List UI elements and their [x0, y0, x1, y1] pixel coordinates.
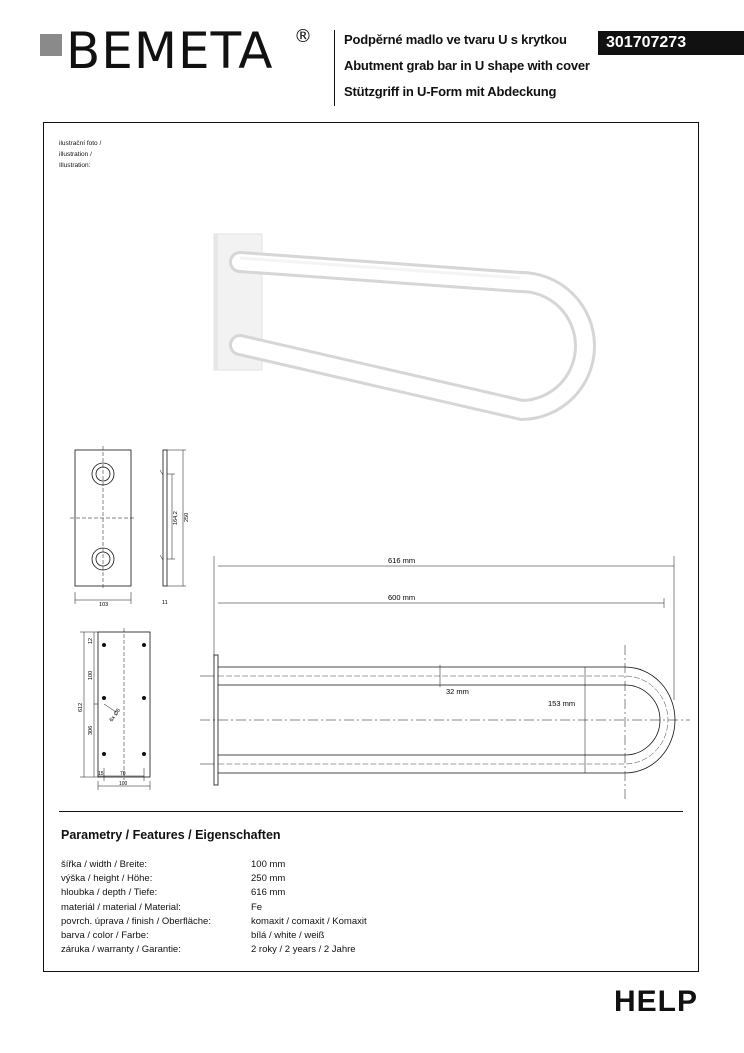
title-de: Stützgriff in U-Form mit Abdeckung	[344, 84, 557, 99]
bar-top-view	[200, 556, 690, 800]
product-photo	[214, 234, 585, 410]
caption-en: illustration /	[59, 151, 92, 158]
dim-153: 153 mm	[548, 699, 576, 708]
dim-plate-width: 103	[99, 602, 109, 608]
dim-616: 616 mm	[388, 556, 416, 565]
caption-de: Illustration:	[59, 162, 91, 169]
dim-mount-total-w: 100	[119, 781, 128, 787]
brand-name: BEMETA	[66, 22, 274, 80]
plate-front-view	[70, 446, 136, 604]
params-divider	[59, 811, 683, 812]
dim-plate-depth: 11	[162, 600, 168, 606]
dim-600: 600 mm	[388, 593, 416, 602]
dim-mount-w1: 15	[98, 771, 104, 777]
dim-mount-b: 306	[88, 725, 94, 735]
dim-32: 32 mm	[446, 687, 469, 696]
title-cs: Podpěrné madlo ve tvaru U s krytkou	[344, 32, 567, 47]
params-title: Parametry / Features / Eigenschaften	[61, 828, 281, 842]
drill-note: 6x Ø6	[108, 707, 123, 724]
caption-cs: ilustrační foto /	[59, 140, 102, 147]
dim-mount-total: 612	[78, 702, 84, 712]
dim-mount-top: 12	[88, 637, 94, 644]
collection-name: HELP	[614, 985, 699, 1018]
product-code: 301707273	[598, 31, 744, 55]
dim-hole-spacing: 164,2	[173, 511, 179, 525]
dim-plate-height: 250	[184, 512, 190, 522]
mounting-drill-view	[80, 628, 150, 790]
dim-mount-w2: 70	[120, 771, 126, 777]
title-en: Abutment grab bar in U shape with cover	[344, 58, 590, 73]
registered-mark: ®	[294, 26, 312, 47]
dim-mount-a: 100	[88, 670, 94, 680]
